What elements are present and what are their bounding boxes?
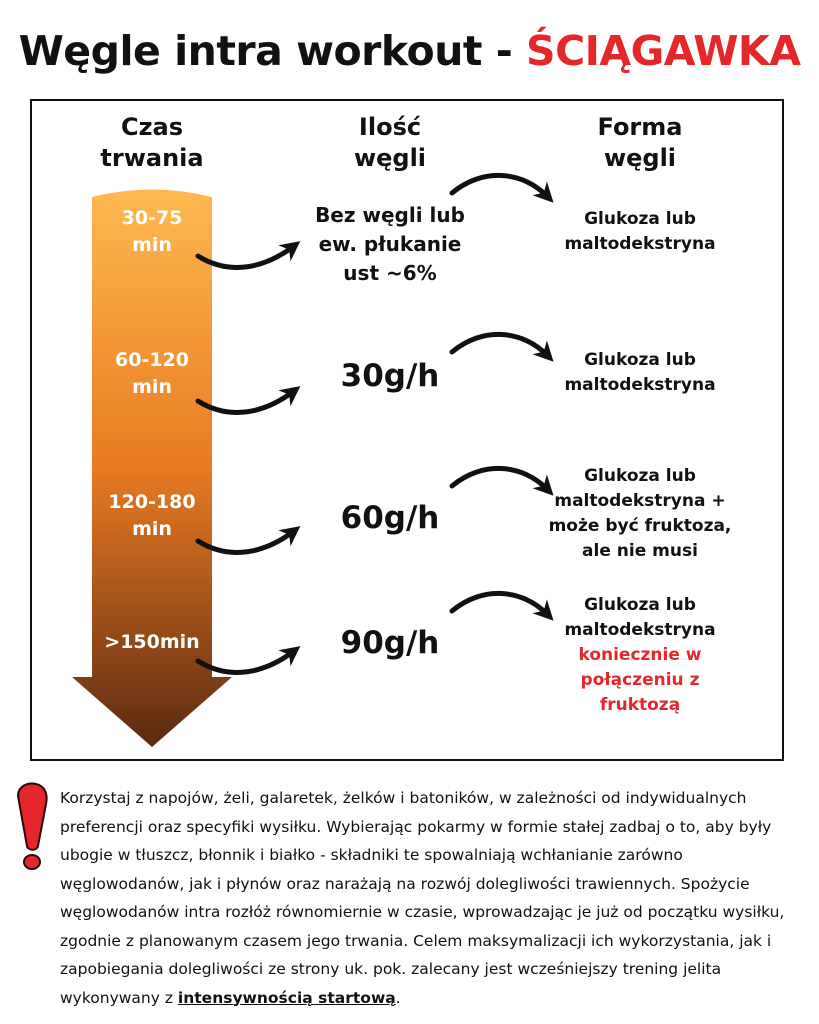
amount-row-4: 90g/h	[340, 625, 440, 661]
form-line: Glukoza lub	[584, 466, 696, 486]
duration-row-1	[92, 205, 212, 259]
form-row-2	[527, 348, 753, 398]
column-header-form-line1: Forma	[597, 113, 683, 141]
curved-arrow-icon	[198, 531, 294, 552]
form-line: Glukoza lub	[584, 209, 696, 229]
column-header-amount-line2: węgli	[353, 144, 427, 172]
amount-row-3: 60g/h	[340, 500, 440, 536]
duration-row-2	[92, 347, 212, 401]
curved-arrow-icon	[452, 175, 548, 197]
curved-arrow-icon	[198, 391, 294, 412]
form-row-1	[527, 207, 753, 257]
form-line: maltodekstryna	[564, 620, 716, 640]
form-line: Glukoza lub	[584, 350, 696, 370]
column-header-amount-line1: Ilość	[358, 113, 422, 141]
duration-value: 60-120	[115, 349, 189, 371]
curved-arrow-icon	[198, 651, 294, 672]
form-line: ale nie musi	[582, 541, 698, 561]
form-line: może być fruktoza,	[548, 516, 732, 536]
note-text: Korzystaj z napojów, żeli, galaretek, żelków i batoników, w zależności od indywidualnych preferencji oraz specyfiki wysiłku. Wybierając pokarmy w formie stałej zadbaj o to, aby były ubogie w tłuszcz, błonnik i białko - składniki te spowalniają wchłanianie zarówno węglowodanów, jak i płynów oraz narażają na rozwój dolegliwości trawiennych. Spożycie węglowodanów intra rozłóż równomiernie w czasie, wprowadzając je już od początku wysiłku, zgodnie z planowanym czasem jego trwania. Celem maksymalizacji ich wykorzystania, jak i zapobiegania dolegliwości ze strony uk. pok. zalecany jest wcześniejszy trening jelita wykonywany z	[60, 789, 785, 1007]
amount-line: Bez węgli lub	[315, 203, 465, 227]
form-line: maltodekstryna	[564, 234, 716, 254]
info-note	[60, 784, 790, 1012]
duration-unit: min	[132, 518, 172, 540]
amount-row-1	[300, 201, 480, 288]
title-main: Węgle intra workout -	[18, 27, 527, 75]
column-header-form-line2: węgli	[603, 144, 677, 172]
duration-row-4	[92, 629, 212, 656]
form-row-4	[527, 593, 753, 718]
amount-row-2: 30g/h	[340, 358, 440, 394]
duration-row-3	[92, 489, 212, 543]
duration-value: >150min	[104, 631, 200, 653]
note-emphasis: intensywnością startową	[177, 988, 396, 1007]
column-header-duration-line1: Czas	[120, 113, 184, 141]
form-row-3	[527, 464, 753, 564]
form-line: Glukoza lub	[584, 595, 696, 615]
duration-unit: min	[132, 234, 172, 256]
note-end: .	[395, 988, 401, 1007]
amount-line: ust ~6%	[343, 261, 437, 285]
form-line: maltodekstryna +	[554, 491, 726, 511]
duration-gradient-arrow	[72, 190, 232, 748]
curved-arrow-icon	[198, 246, 294, 267]
title-highlight: ŚCIĄGAWKA	[526, 27, 801, 75]
column-header-duration-line2: trwania	[100, 144, 204, 172]
duration-value: 30-75	[121, 207, 183, 229]
amount-line: ew. płukanie	[318, 232, 462, 256]
exclamation-icon	[12, 782, 52, 874]
duration-unit: min	[132, 376, 172, 398]
form-line: maltodekstryna	[564, 375, 716, 395]
duration-value: 120-180	[108, 491, 196, 513]
form-warning-red: koniecznie w połączeniu z fruktozą	[578, 645, 702, 715]
